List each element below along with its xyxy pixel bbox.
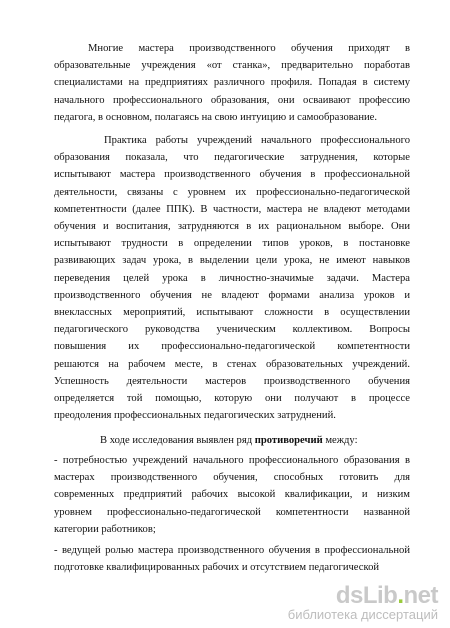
text-line: решаются на рабочем месте, в стенах образовательных учреждений. [54,358,410,370]
text-line: Многие мастера производственного обучения приходят в [88,43,410,54]
watermark-logo: dsLib.net [335,582,438,609]
text-line: - ведущей ролью мастера производственного обучения в профессиональной [54,545,410,556]
text-line: определяется той помощью, которую они получают в процессе [54,393,410,405]
watermark [288,584,438,622]
list-item-2 [54,542,410,576]
text-line: педагогического руководства ученическим коллективом. Вопросы [54,324,410,336]
text-line: деятельности, связаны с уровнем их профессионально-педагогической [54,186,410,198]
watermark-subtitle: библиотека диссертаций [287,607,438,622]
bold-term: противоречий [254,435,323,446]
text-line: производственного обучения не владеют формами анализа уроков и [54,289,410,301]
paragraph-3 [54,432,410,449]
paragraph-3-line: В ходе исследования выявлен ряд противоречий между: [100,435,358,446]
paragraph-1 [54,40,410,126]
text-line: переведения целей урока в личностно-значимые задачи. Мастера [54,272,410,284]
text-line: испытывают трудности в определении типов уроков, в постановке [54,238,410,250]
text-line: Успешность деятельности мастеров производственного обучения [54,375,410,387]
text-line: преодоления профессиональных педагогических затруднений. [54,410,336,422]
text-line: повышения их профессионально-педагогической компетентности [54,341,410,353]
text-line: Практика работы учреждений начального профессионального [104,135,410,146]
text-line: подготовке квалифицированных рабочих и отсутствием педагогической [54,562,380,574]
paragraph-2 [54,132,410,424]
text-line: уровнем профессионально-педагогической компетентности названной [54,506,410,518]
text-line: образовательные учреждения «от станка», предварительно поработав [54,60,410,72]
text-line: обучения и воспитания, затрудняются в их рациональном выборе. Они [54,221,410,233]
text-line: категории работников; [54,523,156,535]
text-line: современных предприятий рабочих высокой квалификации, и низким [54,489,410,501]
text-line: мастерах производственного обучения, способных готовить для [54,472,410,484]
text-line: развивающих задач урока, в выделении цели урока, не имеют навыков [54,255,410,267]
text-line: испытывают мастера производственного обучения в профессиональной [54,169,410,181]
text-line: начального профессионального образования, они осваивают профессию [54,94,410,106]
text-line: образования показала, что педагогические затруднения, которые [54,152,410,164]
text-line: - потребностью учреждений начального профессионального образования в [54,455,410,466]
text-line: специалистами на предприятиях различного профиля. Попадая в систему [54,77,410,89]
text-line: внеклассных мероприятий, испытывают сложности в осуществлении [54,307,410,319]
text-line: компетентности (далее ППК). В частности, мастера не владеют методами [54,203,410,215]
list-item-1 [54,452,410,538]
text-line: педагога, в основном, полагаясь на свою интуицию и самообразование. [54,111,378,123]
